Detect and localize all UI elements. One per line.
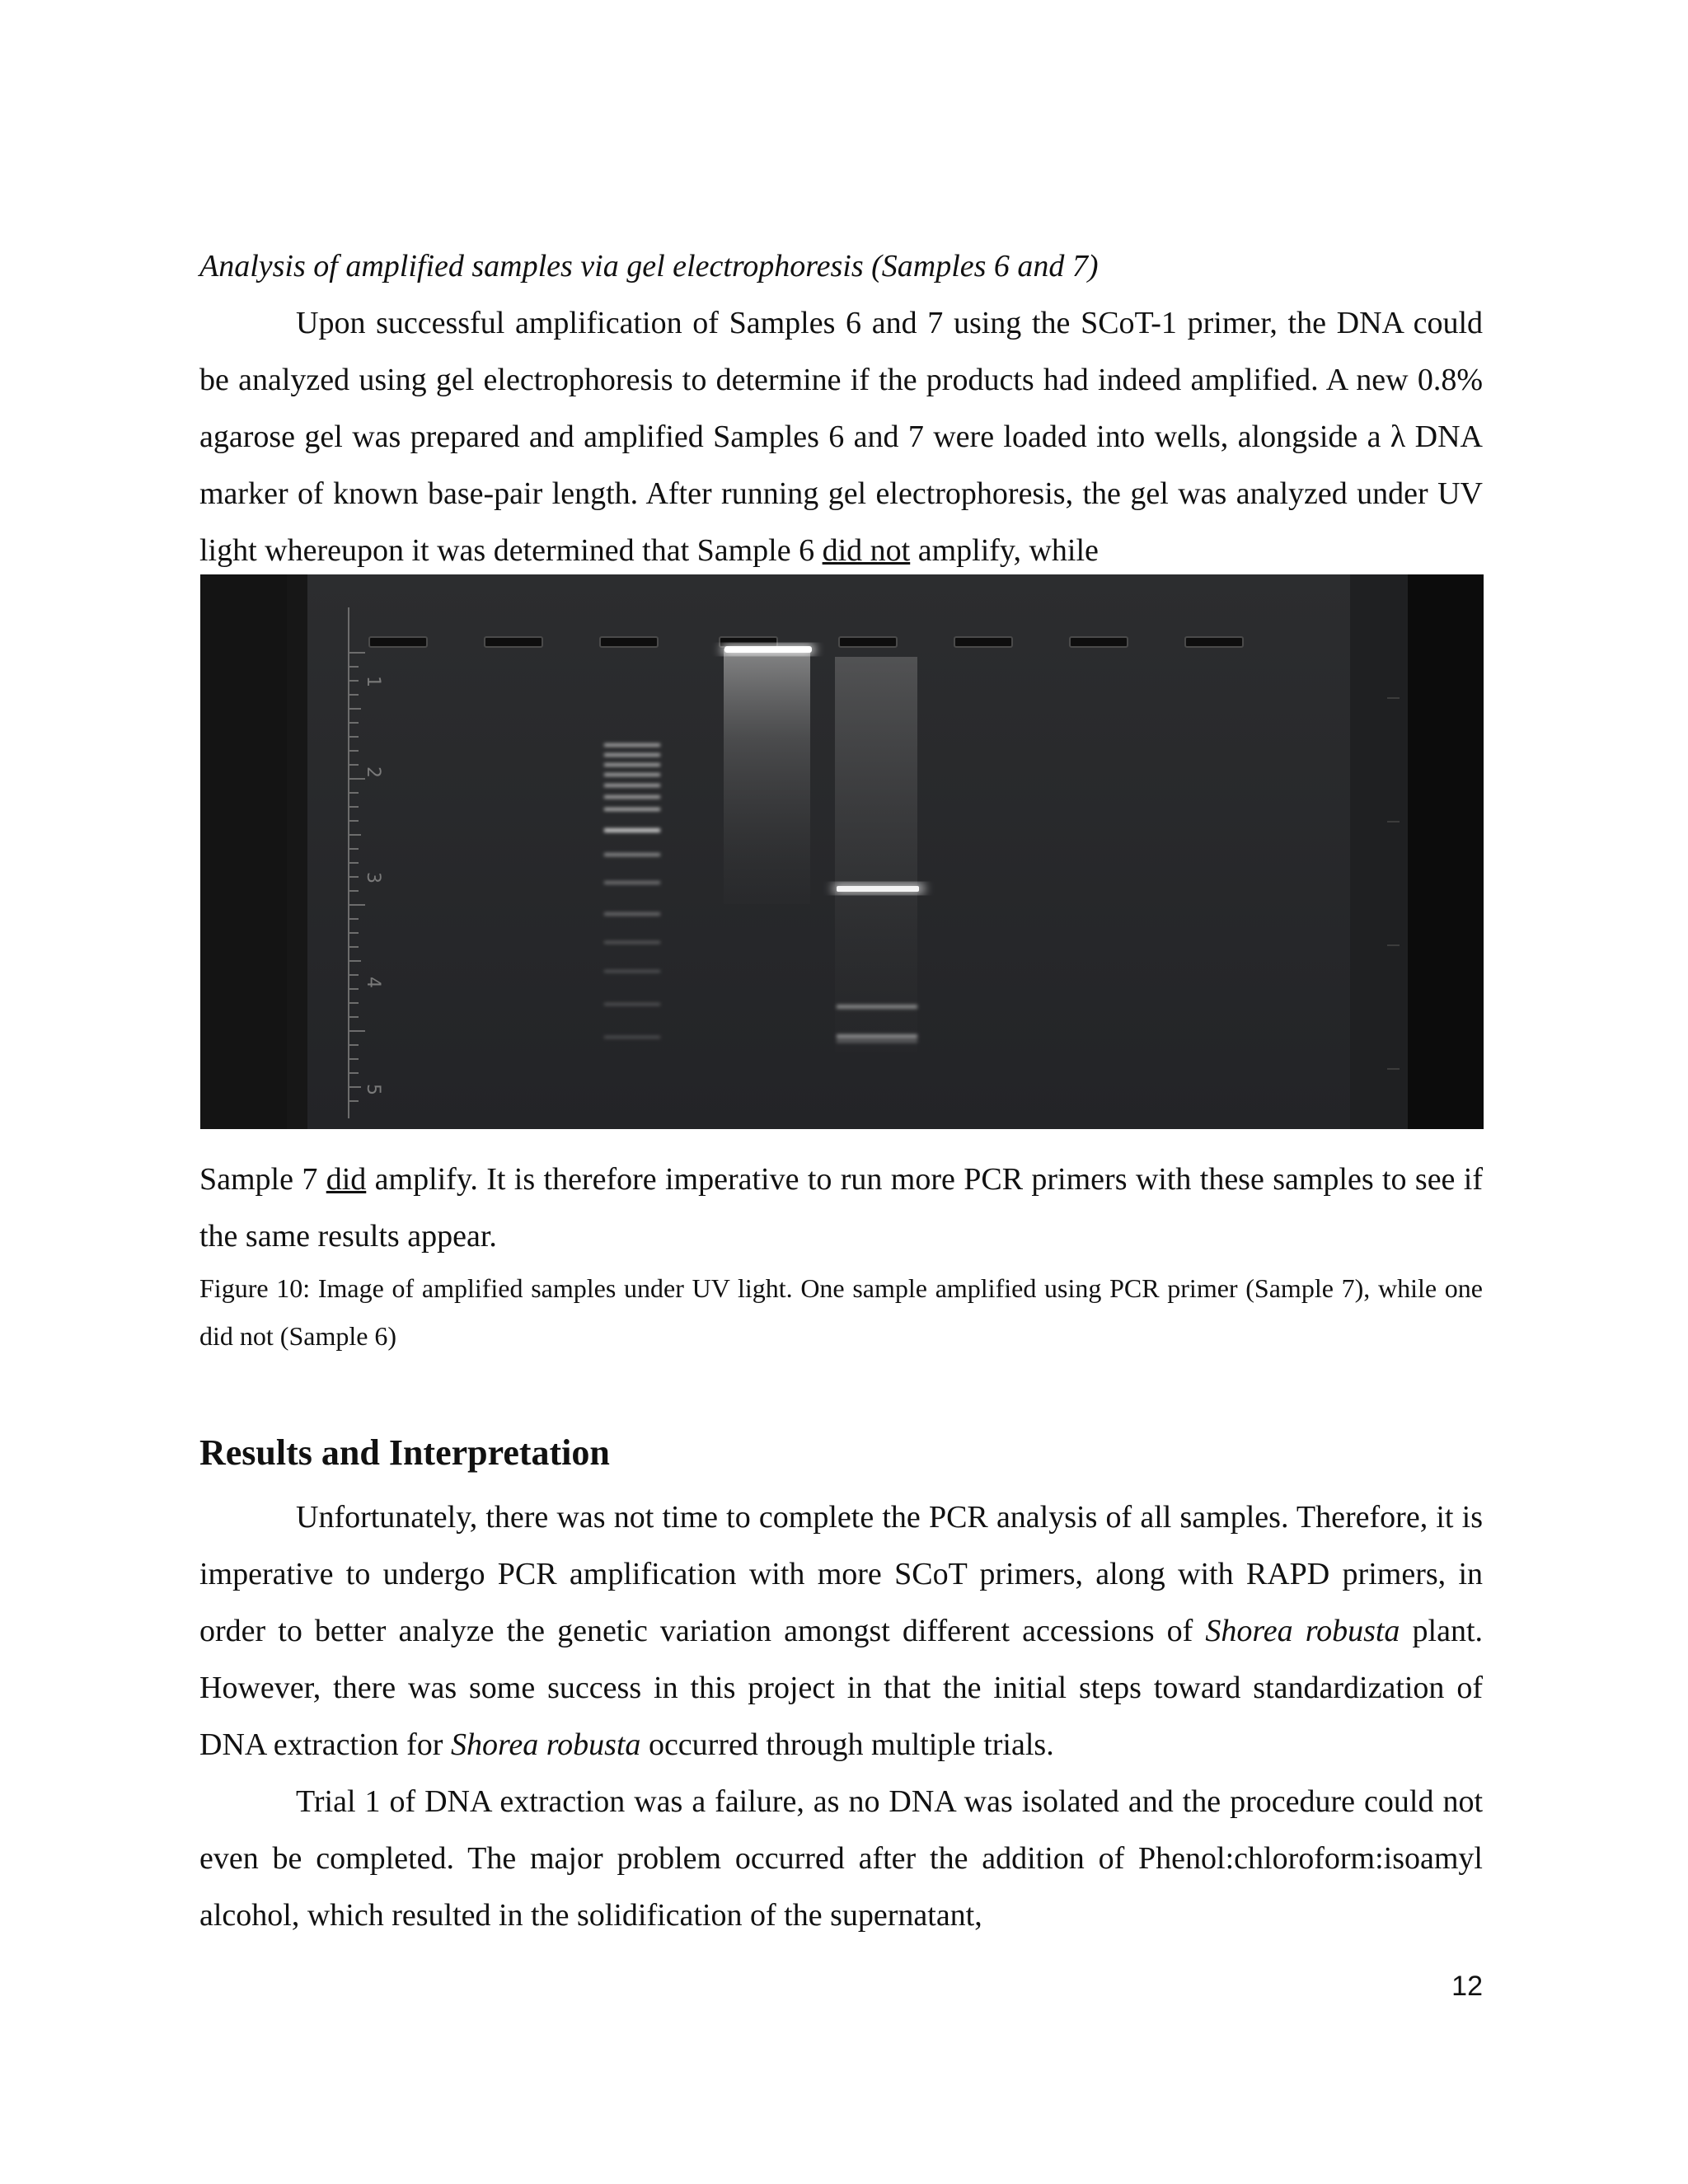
- underlined-phrase: did not: [822, 533, 911, 568]
- well-8: [1185, 637, 1243, 647]
- sample-7-lane: [833, 657, 924, 1052]
- ruler-label-4: 4: [363, 977, 383, 988]
- section-heading: Results and Interpretation: [199, 1432, 610, 1473]
- paragraph-gel-result: [199, 1151, 1483, 1265]
- paragraph-text: Upon successful amplification of Samples 6 and 7 using the SCoT-1 primer, the DNA could be analyzed using gel electrophoresis to determine if the products had indeed amplified. A new 0.8% agarose gel was prepared and amplified Samples 6 and 7 were loaded into wells, alongside a λ DNA marker of known base-pair length. After running gel electrophoresis, the gel was analyzed under UV light whereupon it was determined that Sample 6: [199, 306, 1483, 568]
- gel-right-edge: [1408, 574, 1484, 1129]
- sample-6-lane: [722, 644, 814, 904]
- well-5: [839, 637, 897, 647]
- paragraph-text: amplify, while: [910, 533, 1099, 568]
- ruler-label-2: 2: [363, 766, 383, 778]
- well-2: [485, 637, 542, 647]
- paragraph-text: amplify. It is therefore imperative to run more PCR primers with these samples to see if the same results appear.: [199, 1162, 1484, 1254]
- paragraph-text: plant. However, there was some success in this project in that the initial steps toward standardization of DNA extraction for: [199, 1614, 1484, 1762]
- paragraph-text: occurred through multiple trials.: [640, 1727, 1054, 1762]
- underlined-word: did: [326, 1162, 367, 1197]
- gel-electrophoresis-image: [200, 574, 1484, 1129]
- page-number: 12: [1451, 1971, 1483, 2002]
- ruler-label-1: 1: [363, 676, 383, 687]
- ruler-label-3: 3: [363, 872, 383, 883]
- paragraph-text: Unfortunately, there was not time to complete the PCR analysis of all samples. Therefore, it is imperative to undergo PCR amplification with more SCoT primers, along with RAPD primers, in order to better analyze the genetic variation amongst different accessions of: [199, 1500, 1483, 1648]
- well-3: [600, 637, 658, 647]
- paragraph-trial-1: Trial 1 of DNA extraction was a failure, as no DNA was isolated and the procedure could not even be completed. The major problem occurred after the addition of Phenol:chloroform:isoamyl alcohol, which resulted in the solidification of the supernatant,: [199, 1784, 1483, 1933]
- species-name: Shorea robusta: [1205, 1614, 1400, 1648]
- paragraph-text: Sample 7: [199, 1162, 326, 1197]
- well-1: [369, 637, 427, 647]
- ruler-label-5: 5: [363, 1084, 383, 1095]
- well-6: [954, 637, 1012, 647]
- gel-left-edge: [200, 574, 287, 1129]
- paragraph-gel-intro: [199, 295, 1483, 579]
- species-name: Shorea robusta: [450, 1727, 641, 1762]
- subsection-heading: Analysis of amplified samples via gel electrophoresis (Samples 6 and 7): [199, 249, 1099, 284]
- well-7: [1070, 637, 1128, 647]
- paragraph-results: [199, 1489, 1483, 1774]
- figure-caption: Figure 10: Image of amplified samples under UV light. One sample amplified using PCR primer (Sample 7), while one did not (Sample 6): [199, 1273, 1483, 1351]
